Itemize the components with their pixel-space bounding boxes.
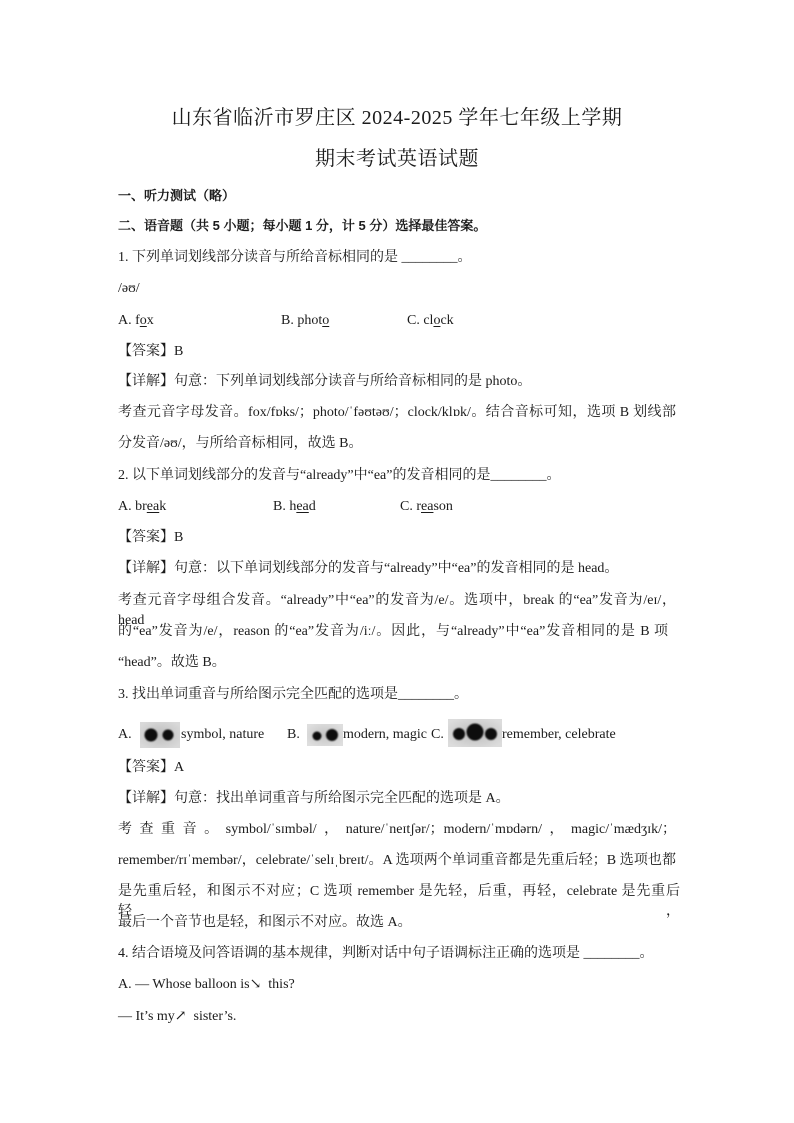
underlined-part: o <box>139 313 147 328</box>
option-c <box>407 311 454 331</box>
question-4-dialogue-line: A. — Whose balloon is↘ this? <box>118 977 295 992</box>
question-4-stem: 4. 结合语境及问答语调的基本规律，判断对话中句子语调标注正确的选项是 ________。 <box>118 946 654 961</box>
option-label: C. <box>400 499 417 514</box>
underlined-part: ea <box>296 499 309 514</box>
stress-pattern-b-image <box>307 724 343 746</box>
option-b-label: B. <box>287 727 300 742</box>
option-a <box>118 497 166 517</box>
question-3-answer: 【答案】A <box>118 760 185 775</box>
question-3-explanation-line: 考查重音。symbol/ˈsɪmbəl/，nature/ˈneɪtʃər/；modern/ˈmɒdərn/，magic/ˈmædʒɪk/； <box>118 822 676 837</box>
word-part: x <box>146 313 154 328</box>
word-part: br <box>135 499 147 514</box>
question-3-stem: 3. 找出单词重音与所给图示完全匹配的选项是________。 <box>118 687 468 702</box>
option-label: A. <box>118 499 136 514</box>
question-1-phonetic: /əʊ/ <box>118 281 140 296</box>
option-a-words: symbol, nature <box>181 727 265 742</box>
question-4-dialogue-line: — It’s my↗ sister’s. <box>118 1009 237 1024</box>
option-c-words: remember, celebrate <box>502 727 616 742</box>
question-3-explanation-line: 最后一个音节也是轻，和图示不对应。故选 A。 <box>118 915 412 930</box>
word-part: cl <box>423 313 434 328</box>
option-a <box>118 311 154 331</box>
question-2-explanation-line: “head”。故选 B。 <box>118 655 226 670</box>
section-heading-listening: 一、听力测试（略） <box>118 188 236 203</box>
word-part: d <box>308 499 316 514</box>
option-b-words: modern, magic <box>343 727 427 742</box>
word-part: k <box>159 499 167 514</box>
option-label: A. <box>118 313 136 328</box>
question-2-options <box>118 497 678 517</box>
question-3-explanation-line: remember/rɪˈmembər/，celebrate/ˈselɪˌbreɪt/。A 选项两个单词重音都是先重后轻；B 选项也都 <box>118 853 676 868</box>
stress-pattern-c-image <box>448 719 502 747</box>
word-part: son <box>433 499 453 514</box>
question-3-explanation-line: 【详解】句意：找出单词重音与所给图示完全匹配的选项是 A。 <box>118 791 510 806</box>
question-2-explanation-line: 【详解】句意：以下单词划线部分的发音与“already”中“ea”的发音相同的是 head。 <box>118 561 619 576</box>
underlined-part: o <box>433 313 441 328</box>
question-1-explanation-line: 考查元音字母发音。fox/fɒks/；photo/ˈfəʊtəʊ/；clock/klɒk/。结合音标可知，选项 B 划线部 <box>118 405 676 420</box>
document-title-line2: 期末考试英语试题 <box>315 148 479 170</box>
option-b <box>273 497 316 517</box>
option-label: B. <box>273 499 290 514</box>
section-heading-phonetics: 二、语音题（共 5 小题；每小题 1 分，计 5 分）选择最佳答案。 <box>118 218 487 233</box>
word-part: h <box>289 499 297 514</box>
option-label: B. <box>281 313 298 328</box>
option-label: C. <box>407 313 424 328</box>
question-2-explanation-line: 的“ea”发音为/e/，reason 的“ea”发音为/iː/。因此，与“already”中“ea”发音相同的是 B 项 <box>118 624 668 639</box>
word-part: r <box>416 499 422 514</box>
underlined-part: ea <box>146 499 160 514</box>
word-part: ck <box>440 313 454 328</box>
question-1-stem: 1. 下列单词划线部分读音与所给音标相同的是 ________。 <box>118 250 472 265</box>
word-part: phot <box>297 313 323 328</box>
option-a-label: A. <box>118 727 132 742</box>
question-3-options <box>118 725 678 745</box>
document-title-line1: 山东省临沂市罗庄区 2024-2025 学年七年级上学期 <box>171 107 623 129</box>
question-1-explanation-line: 【详解】句意：下列单词划线部分读音与所给音标相同的是 photo。 <box>118 374 532 389</box>
question-2-stem: 2. 以下单词划线部分的发音与“already”中“ea”的发音相同的是________。 <box>118 468 561 483</box>
question-3-explanation-line: 是先重后轻，和图示不对应；C 选项 remember 是先轻，后重，再轻，celebrate 是先重后轻， <box>118 884 680 919</box>
question-1-answer: 【答案】B <box>118 344 184 359</box>
stress-pattern-a-image <box>140 722 180 748</box>
question-2-explanation-line: 考查元音字母组合发音。“already”中“ea”的发音为/e/。选项中，break 的“ea”发音为/eɪ/，head <box>118 593 676 628</box>
underlined-part: o <box>322 313 330 328</box>
underlined-part: ea <box>421 499 434 514</box>
option-b <box>281 311 329 331</box>
word-part: f <box>135 313 140 328</box>
option-c-label: C. <box>431 727 444 742</box>
question-1-explanation-line: 分发音/əʊ/，与所给音标相同，故选 B。 <box>118 436 363 451</box>
option-c <box>400 497 453 517</box>
question-1-options <box>118 311 678 331</box>
question-2-answer: 【答案】B <box>118 530 184 545</box>
